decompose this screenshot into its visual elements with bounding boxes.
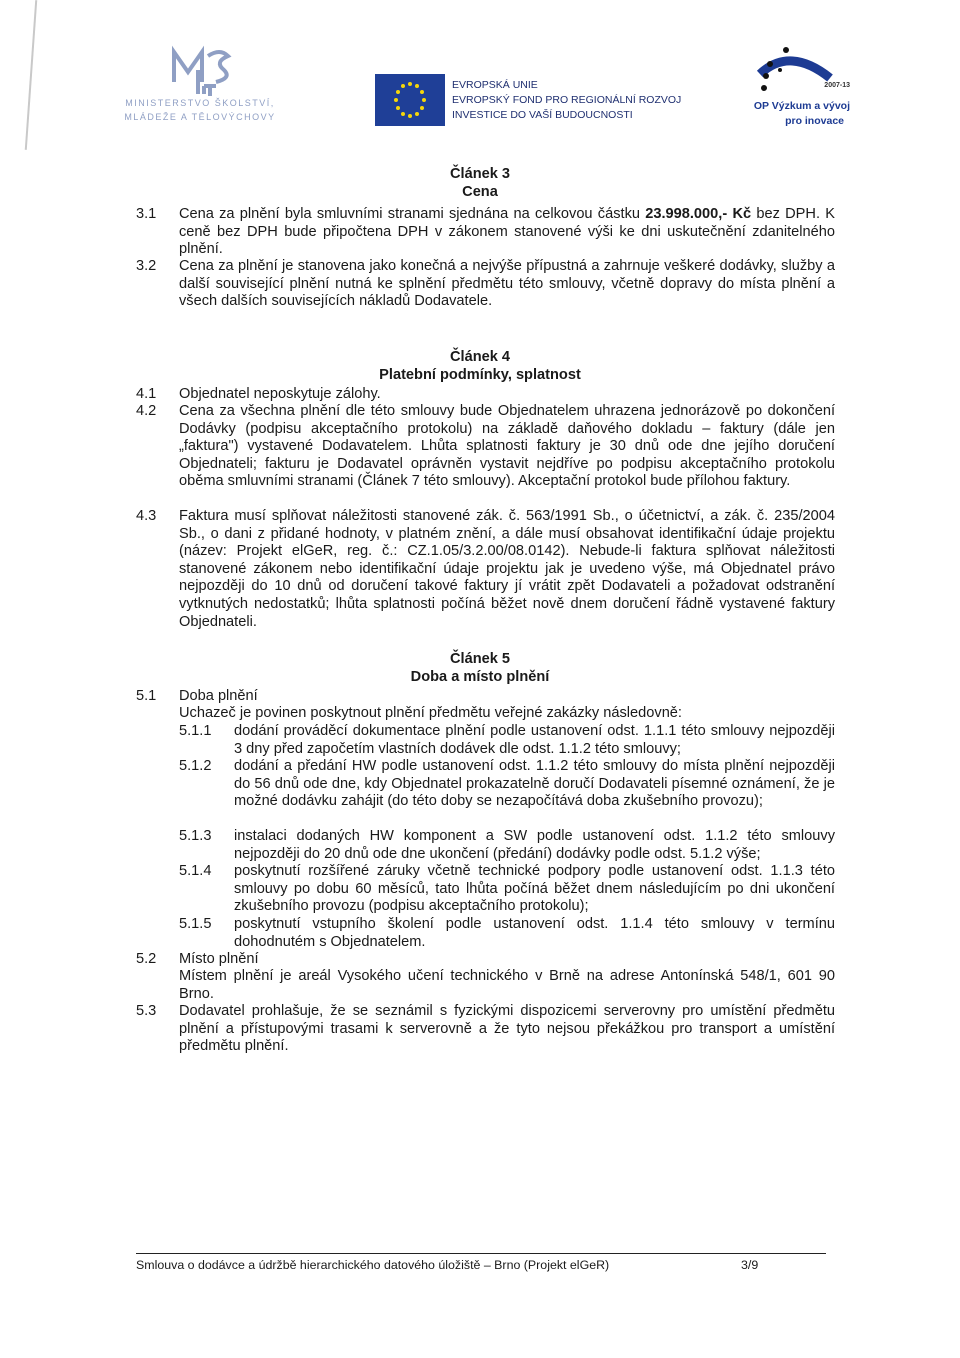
clause-4-2: Cena za všechna plnění dle této smlouvy bude Objednatelem uhrazena jednorázově po dokončení Dodávky (podpisu akceptačního protokolu) na základě daňového dokladu – faktury (dále jen „faktura") vystavené Dodavatelem. Lhůta splatnosti faktury je 30 dnů ode dne jejího doručení Objednateli; fakturu je Dodavatel oprávněn vystavit nejdříve po podpisu akceptačního protokolu oběma smluvními stranami (Článek 7 této smlouvy). Akceptační protokol bude přílohou faktury. [179,403,835,490]
clause-number: 5.1 [136,688,157,704]
clause-4-3: Faktura musí splňovat náležitosti stanovené zák. č. 563/1991 Sb., o účetnictví, a zák. č. 235/2004 Sb., o dani z přidané hodnoty, v platném znění, a dále musí obsahovat identifikační údaje projektu (název: Projekt elGeR, reg. č.: CZ.1.05/3.2.00/08.0142). Nebude-li faktura splňovat náležitosti stanovené zákonem nebo identifikační údaje projektu jak je uvedeno výše, má Objednatel právo nejpozději do 10 dnů od doručení takové faktury jí vrátit zpět Dodavateli a požadovat odstranění vytknutých nedostatků; lhůta splatnosti počíná běžet nově dnem doručení řádně vystavené faktury Objednateli. [179,508,835,630]
op-vavpi-logo [730,44,850,134]
footer-divider [136,1253,826,1254]
footer-title: Smlouva o dodávce a údržbě hierarchického datového úložiště – Brno (Projekt elGeR) [136,1258,610,1272]
scan-artifact [25,0,37,150]
article5-title: Článek 5 [449,651,511,667]
subclause-number: 5.1.1 [179,723,212,739]
subclause-number: 5.1.4 [179,863,212,879]
eu-caption [452,78,681,123]
op-line1: OP Výzkum a vývoj [753,100,850,112]
msmt-emblem-icon [168,42,238,97]
article4-subtitle: Platební podmínky, splatnost [379,367,581,383]
article3-title: Článek 3 [449,166,511,182]
eu-line3: INVESTICE DO VAŠÍ BUDOUCNOSTI [452,109,633,121]
clause-5-1-heading: Doba plnění [179,688,258,704]
op-years: 2007-13 [824,82,850,89]
eu-flag [375,74,445,126]
subclause-5-1-3: instalaci dodaných HW komponent a SW podle ustanovení odst. 1.1.2 této smlouvy nejpozději do 20 dnů ode dne ukončení (předání) dodávky podle odst. 5.1.2 výše; [234,828,835,862]
clause-5-2-heading: Místo plnění [179,951,259,967]
article3-subtitle: Cena [462,184,498,200]
clause-number: 5.3 [136,1003,157,1019]
eu-line1: EVROPSKÁ UNIE [452,79,538,91]
ministry-line2: MLÁDEŽE A TĚLOVÝCHOVY [124,112,276,122]
eu-line2: EVROPSKÝ FOND PRO REGIONÁLNÍ ROZVOJ [452,94,682,106]
clause-3-1 [179,206,835,259]
page-number: 3/9 [741,1258,759,1272]
subclause-5-1-5: poskytnutí vstupního školení podle ustanovení odst. 1.1.4 této smlouvy v termínu dohodnutém s Objednatelem. [234,916,835,950]
clause-5-2: Místem plnění je areál Vysokého učení technického v Brně na adrese Antonínská 548/1, 601 90 Brno. [179,968,835,1002]
subclause-number: 5.1.2 [179,758,212,774]
clause-5-1-intro: Uchazeč je povinen poskytnout plnění předmětu veřejné zakázky následovně: [179,705,682,721]
ministry-line1: MINISTERSTVO ŠKOLSTVÍ, [125,98,275,108]
clause-number: 3.1 [136,206,157,222]
clause-number: 4.2 [136,403,157,419]
eu-stars-icon [375,74,445,126]
subclause-5-1-2: dodání a předání HW podle ustanovení odst. 1.1.2 této smlouvy do místa plnění nejpozději do 56 dnů ode dne, kdy Objednatel prokazatelně doručí Dodavateli písemné oznámení, že je možné dodávku zahájit (do této doby se nezapočítává doba zkušebního provozu); [234,758,835,810]
op-line2: pro inovace [785,115,844,127]
clause-4-1: Objednatel neposkytuje zálohy. [179,386,381,402]
msmt-logo [100,42,300,132]
clause-3-1-text-b: bez DPH. K ceně bez DPH bude připočtena DPH v zákonem stanovené výši ke dni uskutečnění zdanitelného plnění. [179,206,835,258]
subclause-5-1-4: poskytnutí rozšířené záruky včetně technické podpory podle ustanovení odst. 1.1.3 této smlouvy po dobu 60 měsíců, tato lhůta počíná běžet dnem následujícím po dni ukončení zkušebního provozu (podpisu akceptačního protokolu); [234,863,835,915]
article5-subtitle: Doba a místo plnění [410,669,550,685]
clause-3-1-amount: 23.998.000,- Kč [645,206,752,222]
subclause-number: 5.1.5 [179,916,212,932]
clause-3-1-text-a: Cena za plnění byla smluvními stranami sjednána na celkovou částku [179,206,646,222]
clause-number: 4.3 [136,508,157,524]
article4-title: Článek 4 [449,349,511,365]
clause-3-2: Cena za plnění je stanovena jako konečná a nejvýše přípustná a zahrnuje veškeré dodávky, služby a další související plnění nutná ke splnění předmětu této smlouvy, včetně dopravy do místa plnění a všech dalších souvisejících nákladů Dodavatele. [179,258,835,310]
clause-number: 5.2 [136,951,157,967]
subclause-5-1-1: dodání prováděcí dokumentace plnění podle ustanovení odst. 1.1.1 této smlouvy nejpozději 3 dny před započetím vlastních dodávek dle odst. 1.1.2 této smlouvy; [234,723,835,757]
clause-5-3: Dodavatel prohlašuje, že se seznámil s fyzickými dispozicemi serverovny pro umístění předmětu plnění a přístupovými trasami k serverovně a že tyto nejsou překážkou pro transport a umístění předmětu plnění. [179,1003,835,1055]
subclause-number: 5.1.3 [179,828,212,844]
clause-number: 3.2 [136,258,157,274]
clause-number: 4.1 [136,386,157,402]
